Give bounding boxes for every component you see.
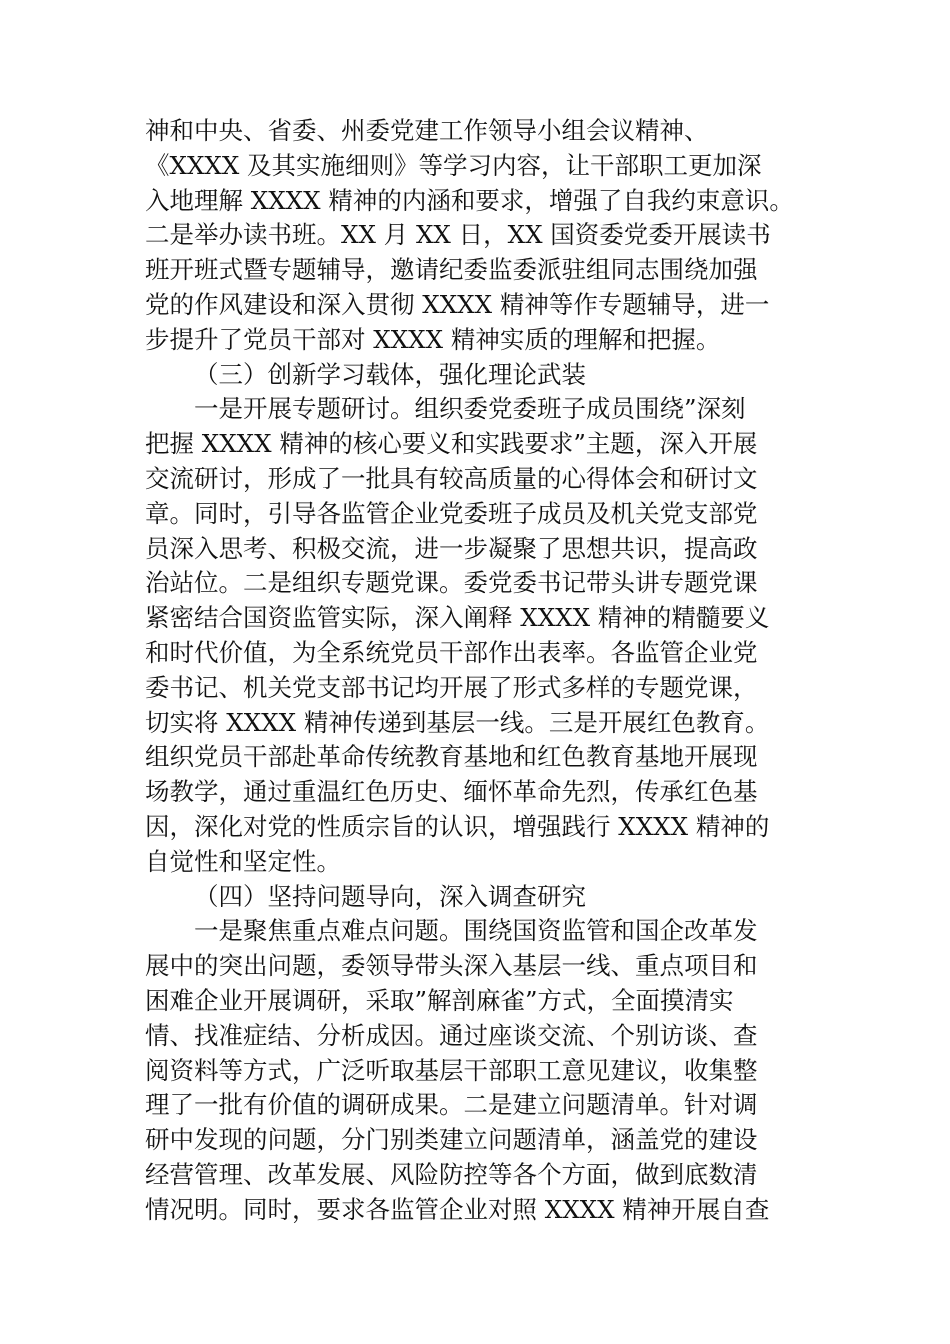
section-heading-text: （三）创新学习载体，强化理论武装 [194,359,586,389]
text-line: 场教学，通过重温红色历史、缅怀革命先烈，传承红色基 [145,777,758,807]
text-line: 阅资料等方式，广泛听取基层干部职工意见建议，收集整 [145,1055,758,1085]
section-heading-3 [145,358,810,393]
section-heading-4 [145,880,810,915]
text-line: 二是举办读书班。XX 月 XX 日，XX 国资委党委开展读书 [145,220,771,250]
paragraph-continuation [145,114,810,358]
text-line: 《XXXX 及其实施细则》等学习内容，让干部职工更加深 [145,150,762,180]
paragraph-section-4 [145,914,810,1227]
text-line: 班开班式暨专题辅导，邀请纪委监委派驻组同志围绕加强 [145,255,758,285]
text-line: 章。同时，引导各监管企业党委班子成员及机关党支部党 [145,498,758,528]
document-body [145,114,810,1228]
text-line: 展中的突出问题，委领导带头深入基层一线、重点项目和 [145,951,758,981]
paragraph-section-3 [145,392,810,879]
text-line: 经营管理、改革发展、风险防控等各个方面，做到底数清 [145,1159,758,1189]
text-line: 入地理解 XXXX 精神的内涵和要求，增强了自我约束意识。 [145,185,794,215]
text-line: 组织党员干部赴革命传统教育基地和红色教育基地开展现 [145,742,758,772]
text-line: 和时代价值，为全系统党员干部作出表率。各监管企业党 [145,637,758,667]
text-line: 紧密结合国资监管实际，深入阐释 XXXX 精神的精髓要义 [145,603,770,633]
section-heading-text: （四）坚持问题导向，深入调查研究 [194,881,586,911]
text-line: 研中发现的问题，分门别类建立问题清单，涵盖党的建设 [145,1125,758,1155]
text-line: 委书记、机关党支部书记均开展了形式多样的专题党课， [145,672,758,702]
text-line: 困难企业开展调研，采取”解剖麻雀”方式，全面摸清实 [145,985,734,1015]
text-line: 因，深化对党的性质宗旨的认识，增强践行 XXXX 精神的 [145,811,770,841]
text-line: 自觉性和坚定性。 [145,846,341,876]
text-line: 步提升了党员干部对 XXXX 精神实质的理解和把握。 [145,324,721,354]
text-line: 一是聚焦重点难点问题。围绕国资监管和国企改革发 [194,916,758,946]
text-line: 把握 XXXX 精神的核心要义和实践要求”主题，深入开展 [145,429,758,459]
text-line: 切实将 XXXX 精神传递到基层一线。三是开展红色教育。 [145,707,770,737]
text-line: 情、找准症结、分析成因。通过座谈交流、个别访谈、查 [145,1020,758,1050]
text-line: 交流研讨，形成了一批具有较高质量的心得体会和研讨文 [145,463,758,493]
text-line: 神和中央、省委、州委党建工作领导小组会议精神、 [145,116,709,145]
text-line: 治站位。二是组织专题党课。委党委书记带头讲专题党课 [145,568,758,598]
text-line: 情况明。同时，要求各监管企业对照 XXXX 精神开展自查 [145,1194,770,1224]
text-line: 员深入思考、积极交流，进一步凝聚了思想共识，提高政 [145,533,758,563]
text-line: 理了一批有价值的调研成果。二是建立问题清单。针对调 [145,1090,758,1120]
text-line: 一是开展专题研讨。组织委党委班子成员围绕”深刻 [194,394,746,424]
text-line: 党的作风建设和深入贯彻 XXXX 精神等作专题辅导，进一 [145,289,770,319]
